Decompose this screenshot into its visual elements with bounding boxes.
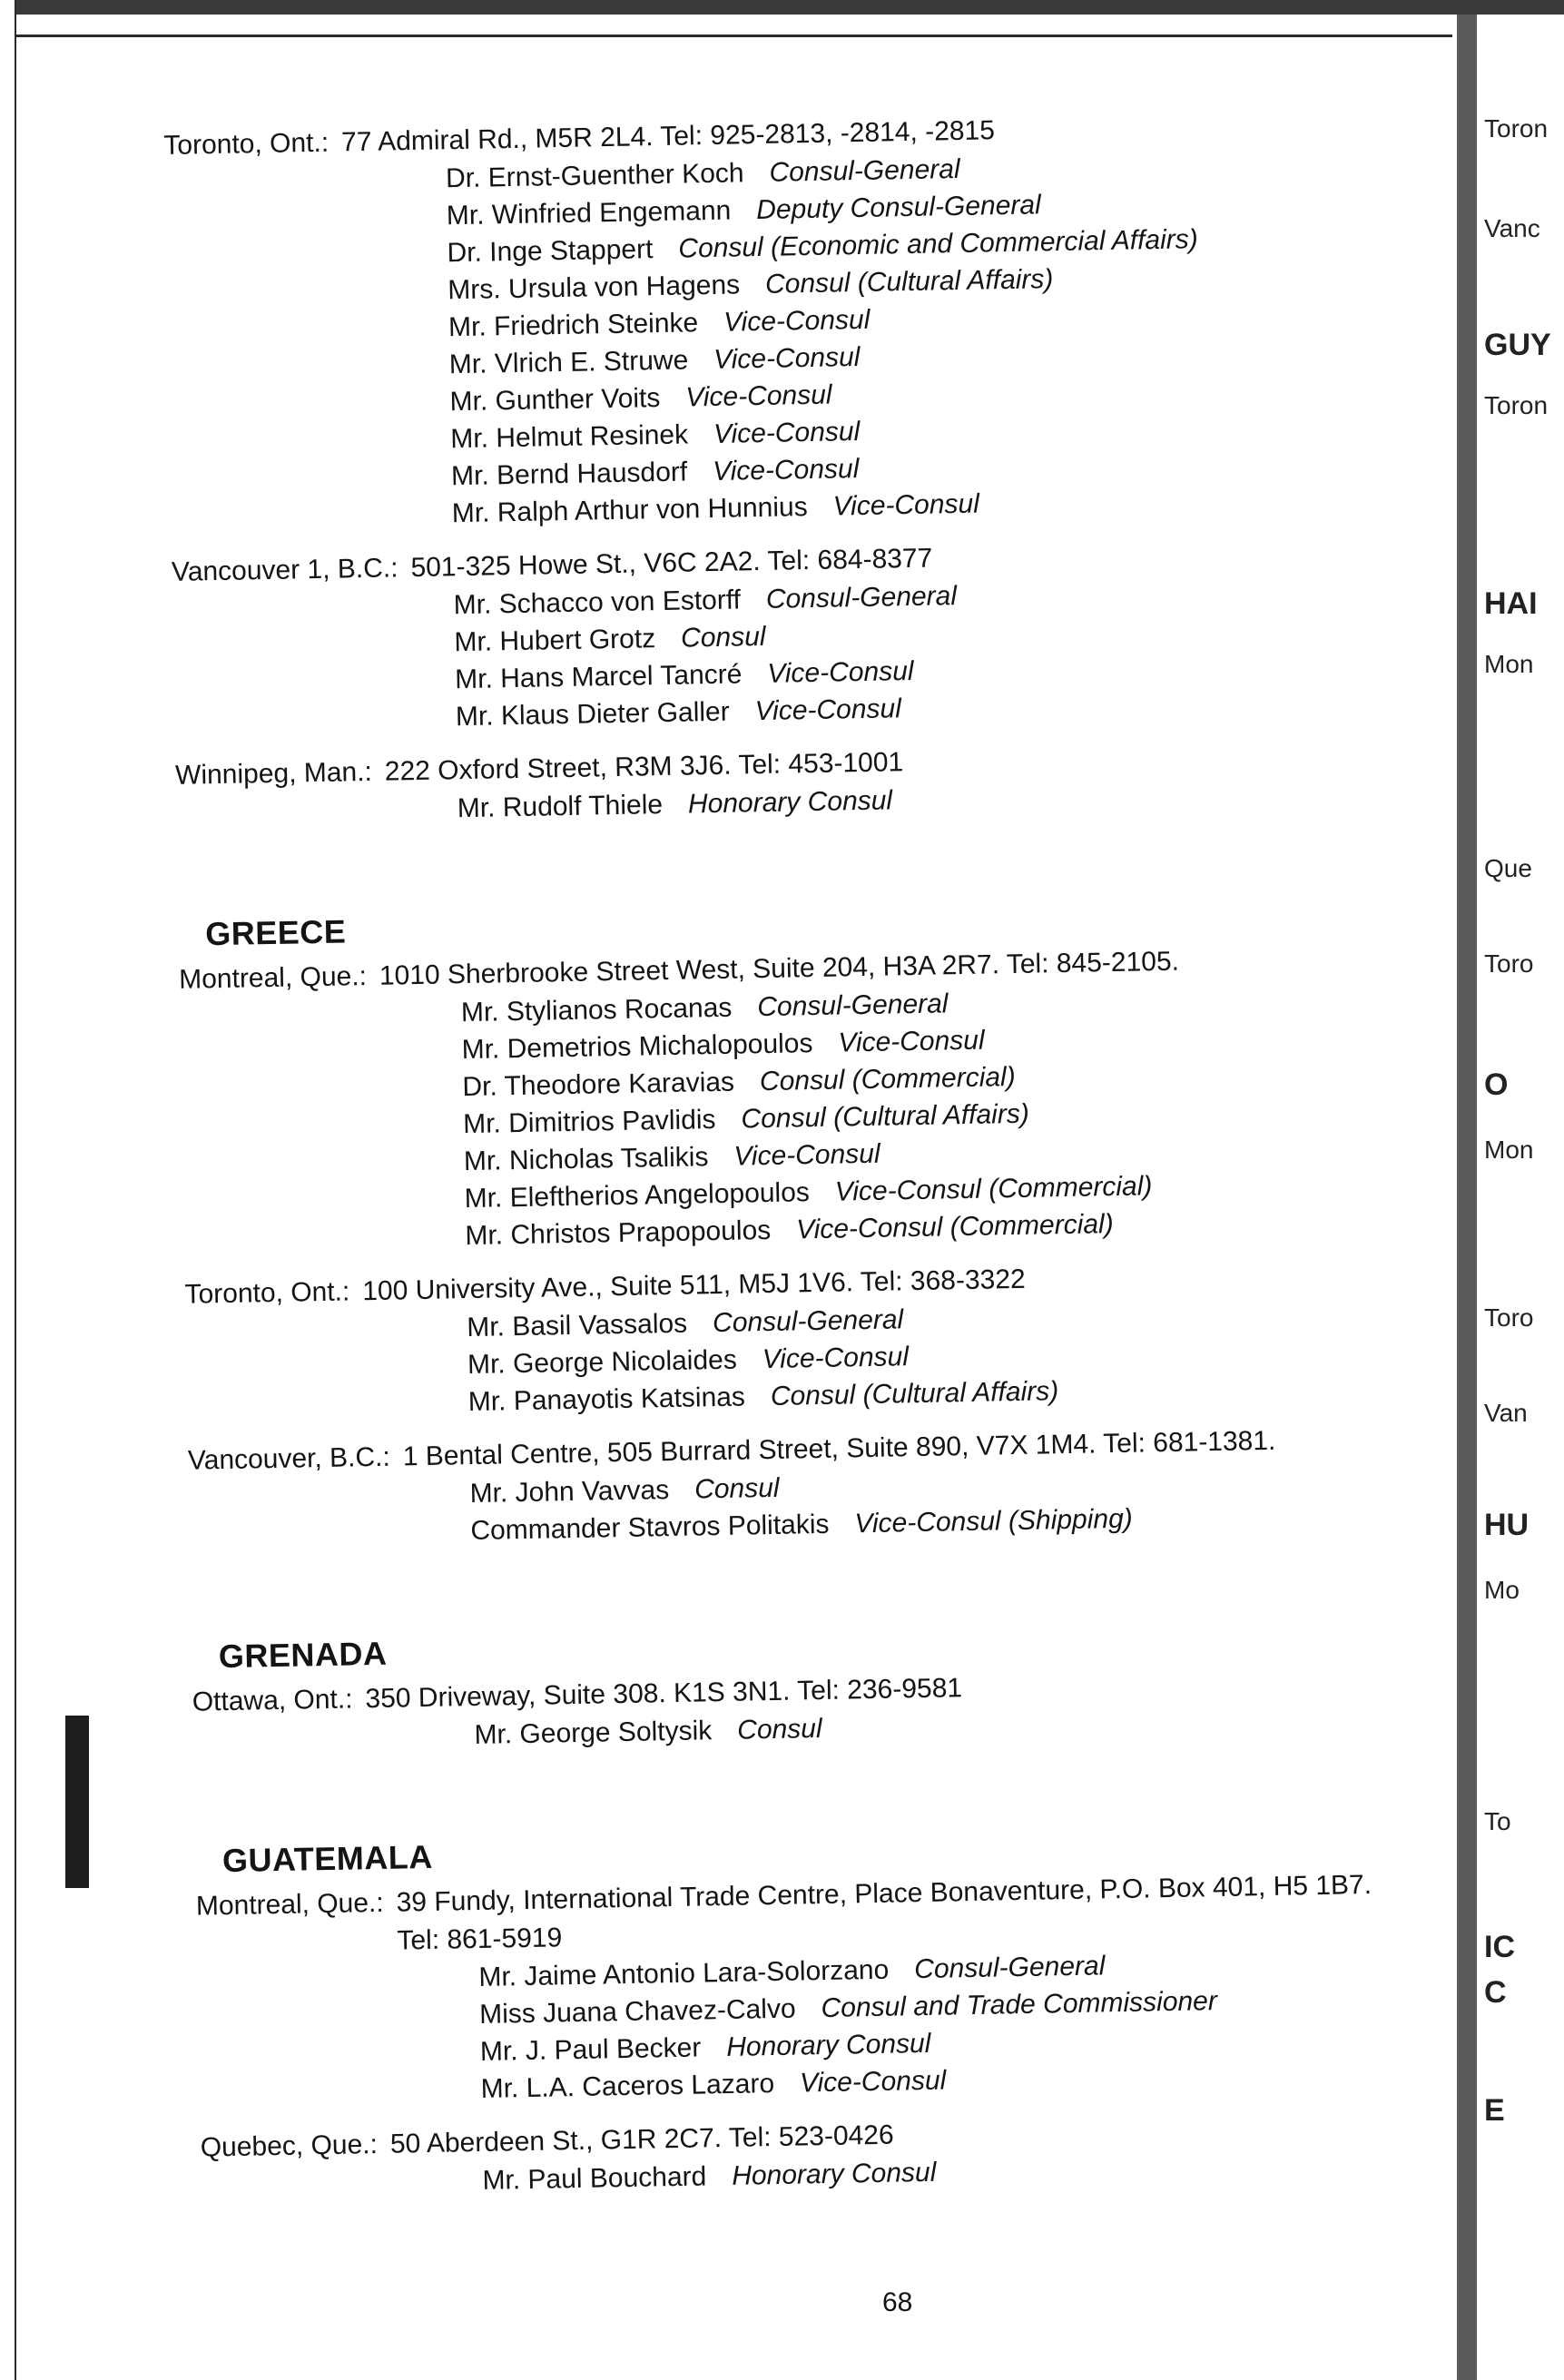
directory-section [178,892,1479,1555]
staff-role: Deputy Consul-General [755,190,1042,226]
staff-role: Vice-Consul [838,1025,985,1058]
city-label: Quebec, Que.: [200,2129,379,2163]
address-text: 39 Fundy, International Trade Centre, Place Bonaventure, P.O. Box 401, H5 1B7. Tel: 861-5919 [396,1869,1372,1956]
facing-fragment: To [1484,1807,1511,1835]
staff-name: Mr. George Soltysik [474,1716,713,1751]
staff-name: Dr. Inge Stappert [447,234,654,269]
address-text: 77 Admiral Rd., M5R 2L4. Tel: 925-2813, -2814, -2815 [340,115,996,158]
staff-role: Vice-Consul [723,304,871,338]
staff-role: Consul-General [765,581,958,615]
staff-role: Consul [693,1472,780,1505]
staff-role: Consul-General [757,988,949,1023]
staff-role: Vice-Consul [754,693,902,727]
staff-role: Vice-Consul (Commercial) [834,1171,1153,1207]
consulate-entry [196,1864,1489,2113]
staff-name: Mr. Eleftherios Angelopoulos [464,1177,811,1215]
staff-name: Dr. Theodore Karavias [462,1067,735,1103]
staff-role: Vice-Consul [713,416,861,449]
country-heading: GUATEMALA [221,1837,434,1880]
staff-name: Mr. Klaus Dieter Galler [455,696,730,733]
facing-fragment: HAI [1484,586,1538,621]
facing-fragment: Mo [1484,1576,1520,1604]
staff-name: Mr. Friedrich Steinke [448,308,699,343]
facing-fragment: GUY [1484,328,1551,362]
directory-section [192,1615,1482,1759]
staff-role: Consul (Cultural Affairs) [741,1098,1030,1135]
city-label: Winnipeg, Man.: [174,756,373,791]
scan-rule-line [0,34,1452,37]
staff-role: Consul-General [769,153,960,188]
consulate-entry [179,938,1473,1260]
staff-role: Consul (Economic and Commercial Affairs) [678,224,1198,264]
facing-fragment: Van [1484,1399,1528,1427]
staff-name: Mr. George Nicolaides [467,1344,738,1381]
facing-fragment: Que [1484,854,1532,882]
staff-name: Mr. Jaime Antonio Lara-Solorzano [478,1954,890,1992]
facing-fragment: E [1484,2093,1505,2128]
country-heading: GRENADA [218,1634,388,1676]
city-label: Vancouver 1, B.C.: [171,553,398,587]
staff-role: Consul (Commercial) [759,1061,1016,1097]
staff-role: Consul [680,621,766,654]
facing-fragment: IC [1484,1930,1515,1964]
staff-role: Vice-Consul [767,655,914,689]
staff-list [446,142,1460,532]
consulate-entry [175,733,1465,832]
consulate-entry [172,530,1464,741]
staff-name: Mr. Basil Vassalos [466,1308,688,1343]
staff-role: Consul-General [712,1304,904,1339]
staff-name: Mr. Rudolf Thiele [457,790,664,824]
staff-role: Consul (Cultural Affairs) [770,1376,1059,1411]
staff-role: Vice-Consul (Commercial) [795,1209,1114,1245]
staff-role: Consul [736,1714,822,1746]
directory-page [163,103,1491,2288]
staff-name: Mr. Helmut Resinek [450,419,689,455]
staff-name: Mr. Panayotis Katsinas [467,1382,746,1418]
staff-role: Vice-Consul [713,341,861,375]
staff-name: Mr. Vlrich E. Struwe [448,345,689,380]
city-label: Toronto, Ont.: [184,1276,350,1310]
country-heading: GREECE [204,912,347,953]
staff-role: Honorary Consul [687,785,893,820]
city-label: Montreal, Que.: [178,961,368,995]
directory-section [163,103,1465,832]
staff-role: Consul and Trade Commissioner [821,1986,1218,2024]
city-label: Ottawa, Ont.: [192,1684,353,1717]
scan-top-border [0,0,1564,15]
facing-fragment: Toron [1484,391,1549,419]
consulate-entry [163,103,1460,537]
facing-fragment: Toron [1484,114,1549,143]
staff-role: Vice-Consul [712,454,860,487]
city-label: Toronto, Ont.: [163,127,330,161]
city-label: Vancouver, B.C.: [187,1441,391,1476]
staff-list [478,1941,1489,2108]
staff-name: Mr. Nicholas Tsalikis [463,1142,709,1177]
staff-role: Vice-Consul [799,2065,947,2099]
staff-list [467,1291,1476,1421]
facing-fragment: Mon [1484,1136,1534,1164]
staff-role: Consul (Cultural Affairs) [764,264,1054,300]
staff-name: Mr. Dimitrios Pavlidis [462,1105,716,1140]
staff-role: Vice-Consul [685,379,832,413]
staff-name: Mr. Ralph Arthur von Hunnius [451,492,808,529]
staff-name: Mr. Gunther Voits [449,383,661,418]
facing-fragment: Mon [1484,650,1534,678]
staff-role: Vice-Consul [832,488,980,522]
staff-name: Mr. Christos Prapopoulos [465,1215,772,1252]
consulate-entry [188,1419,1479,1555]
address-text: 100 University Ave., Suite 511, M5J 1V6. Tel: 368-3322 [362,1264,1026,1307]
facing-fragment: O [1484,1067,1509,1102]
staff-name: Mr. Demetrios Michalopoulos [461,1028,813,1066]
staff-name: Mr. L.A. Caceros Lazaro [480,2069,775,2104]
staff-name: Miss Juana Chavez-Calvo [478,1993,796,2030]
consulate-entry [200,2106,1490,2205]
facing-fragment: HU [1484,1508,1530,1542]
address-text: 1010 Sherbrooke Street West, Suite 204, H3A 2R7. Tel: 845-2105. [379,946,1180,991]
staff-list [461,976,1473,1254]
staff-name: Commander Stavros Politakis [470,1509,830,1547]
staff-role: Consul-General [913,1951,1106,1985]
address-text: 1 Bental Centre, 505 Burrard Street, Suite 890, V7X 1M4. Tel: 681-1381. [402,1425,1276,1472]
consulate-entry [192,1660,1481,1759]
facing-fragment: Toro [1484,1303,1534,1332]
staff-name: Mr. Stylianos Rocanas [460,992,733,1028]
address-text: 501-325 Howe St., V6C 2A2. Tel: 684-8377 [410,543,933,584]
city-label: Montreal, Que.: [195,1887,384,1922]
address-text: 50 Aberdeen St., G1R 2C7. Tel: 523-0426 [389,2119,894,2159]
staff-name: Mr. J. Paul Becker [479,2032,702,2067]
staff-role: Vice-Consul [762,1342,910,1375]
staff-name: Mrs. Ursula von Hagens [448,270,741,306]
staff-role: Vice-Consul [733,1138,880,1172]
staff-name: Mr. Hubert Grotz [454,624,656,658]
staff-list [453,568,1463,735]
staff-role: Vice-Consul (Shipping) [854,1503,1134,1539]
staff-role: Honorary Consul [725,2028,931,2062]
facing-fragment: Toro [1484,949,1534,978]
consulate-entry [184,1253,1476,1426]
staff-name: Mr. Schacco von Estorff [453,585,742,621]
staff-name: Mr. Winfried Engemann [446,195,732,231]
binding-mark [65,1716,89,1888]
staff-name: Dr. Ernst-Guenther Koch [445,158,744,194]
directory-section [195,1819,1490,2205]
facing-fragment: C [1484,1975,1507,2010]
staff-name: Mr. Bernd Hausdorf [450,457,688,492]
staff-name: Mr. Hans Marcel Tancré [454,659,743,695]
address-text: 350 Driveway, Suite 308. K1S 3N1. Tel: 236-9581 [365,1673,963,1715]
staff-name: Mr. Paul Bouchard [482,2161,707,2196]
address-text: 222 Oxford Street, R3M 3J6. Tel: 453-1001 [384,747,904,787]
page-number: 68 [882,2287,913,2317]
staff-name: Mr. John Vavvas [469,1475,670,1510]
facing-fragment: Vanc [1484,214,1540,242]
scan-left-edge [0,0,16,2380]
staff-role: Honorary Consul [731,2157,937,2191]
